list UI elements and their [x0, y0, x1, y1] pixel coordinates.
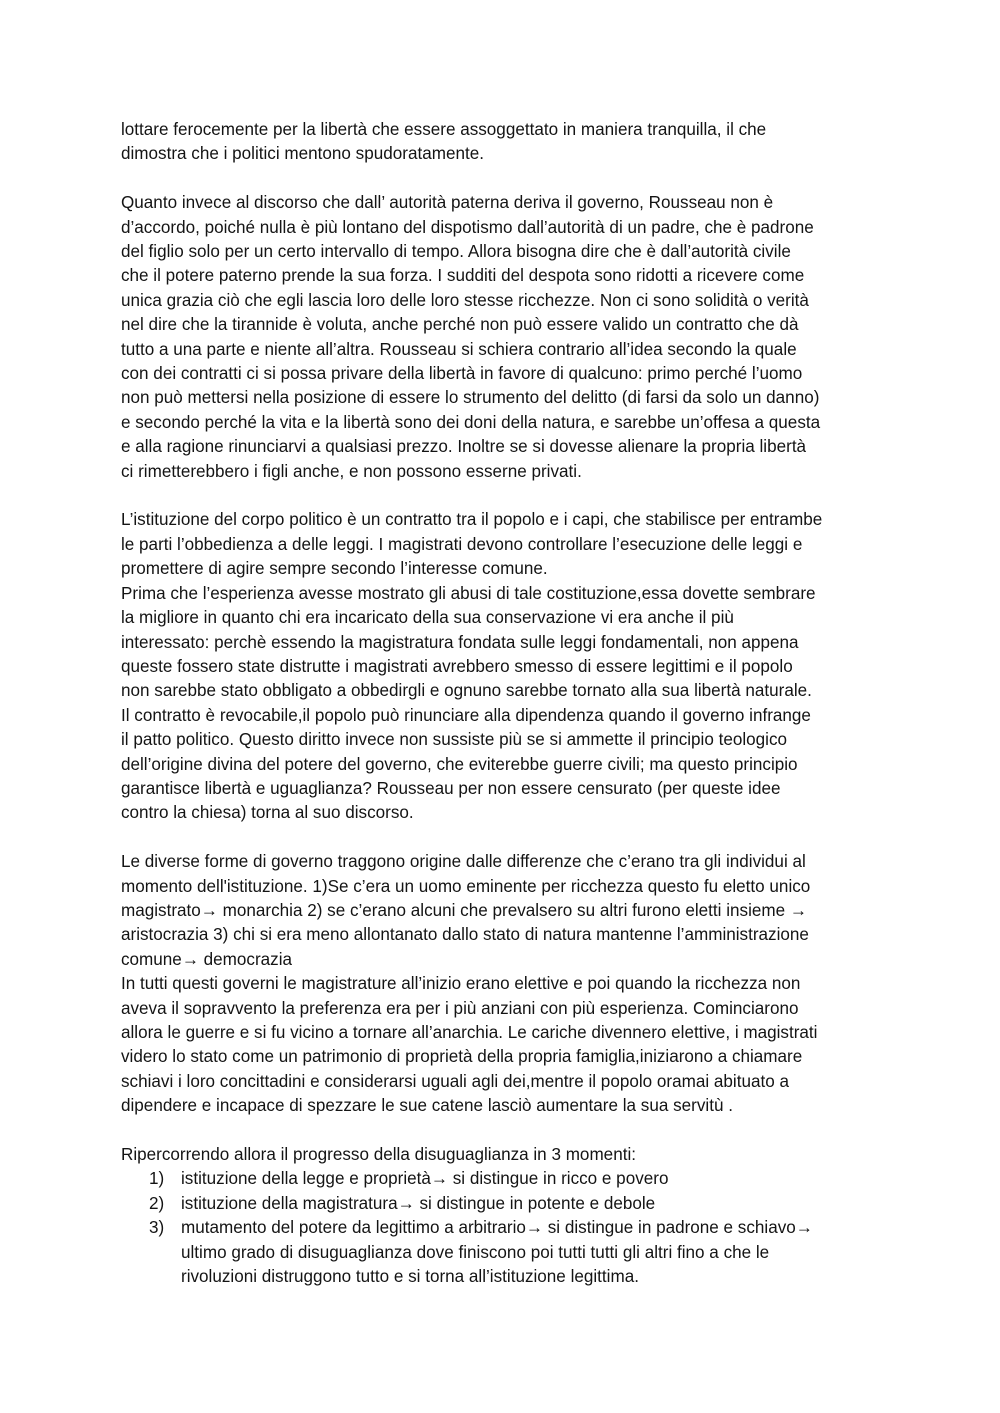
text-line: aristocrazia 3) chi si era meno allontanato dallo stato di natura mantenne l’amministrazione: [121, 925, 809, 945]
text-line: non può mettersi nella posizione di essere lo strumento del delitto (di farsi da solo un danno): [121, 388, 820, 408]
list-number: 1): [149, 1169, 165, 1189]
text-line: Quanto invece al discorso che dall’ autorità paterna deriva il governo, Rousseau non è: [121, 193, 774, 213]
paragraph-2: [121, 191, 891, 484]
text-line: Prima che l’esperienza avesse mostrato gli abusi di tale costituzione,essa dovette sembrare: [121, 583, 816, 603]
text-line: ultimo grado di disuguaglianza dove finiscono poi tutti tutti gli altri fino a che le: [181, 1242, 770, 1262]
text-line: rivoluzioni distruggono tutto e si torna all’istituzione legittima.: [181, 1267, 639, 1287]
text-line: L’istituzione del corpo politico è un contratto tra il popolo e i capi, che stabilisce per entrambe: [121, 510, 823, 530]
text-line: aveva il sopravvento la preferenza era per i più anziani con più esperienza. Cominciarono: [121, 998, 799, 1018]
text-line: ci rimetterebbero i figli anche, e non possono esserne privati.: [121, 461, 582, 481]
text-line: dimostra che i politici mentono spudoratamente.: [121, 144, 484, 164]
text-line: videro lo stato come un patrimonio di proprietà della propria famiglia,iniziarono a chiamare: [121, 1047, 803, 1067]
text-line: In tutti questi governi le magistrature all’inizio erano elettive e poi quando la ricchezza non: [121, 974, 801, 994]
paragraph-gap: [121, 484, 891, 508]
text-line: interessato: perchè essendo la magistratura fondata sulle leggi fondamentali, non appena: [121, 632, 799, 652]
text-line: che il potere paterno prende la sua forza. I sudditi del despota sono ridotti a ricevere come: [121, 266, 805, 286]
text-line: allora le guerre e si fu vicino a tornare all’anarchia. Le cariche divennero elettive, i magistrati: [121, 1022, 818, 1042]
text-line: mutamento del potere da legittimo a arbitrario→ si distingue in padrone e schiavo→: [181, 1218, 813, 1238]
text-line: e alla ragione rinunciarvi a qualsiasi prezzo. Inoltre se si dovesse alienare la propria libertà: [121, 437, 807, 457]
text-line: Le diverse forme di governo traggono origine dalle differenze che c’erano tra gli individui al: [121, 852, 806, 872]
numbered-list: [121, 1167, 891, 1289]
text-line: schiavi i loro concittadini e considerarsi uguali agli dei,mentre il popolo oramai abituato a: [121, 1071, 789, 1091]
text-line: istituzione della magistratura→ si distingue in potente e debole: [181, 1193, 656, 1213]
paragraph-1: [121, 118, 891, 167]
paragraph-gap: [121, 826, 891, 850]
paragraph-3: [121, 508, 891, 825]
text-line: le parti l’obbedienza a delle leggi. I magistrati devono controllare l’esecuzione delle leggi e: [121, 534, 803, 554]
text-line: unica grazia ciò che egli lascia loro delle loro stesse ricchezze. Non ci sono solidità o verità: [121, 290, 809, 310]
list-number: 3): [149, 1218, 165, 1238]
text-line: promettere di agire sempre secondo l’interesse comune.: [121, 559, 548, 579]
text-line: del figlio solo per un certo intervallo di tempo. Allora bisogna dire che è dall’autorità civile: [121, 242, 791, 262]
text-line: il patto politico. Questo diritto invece non sussiste più se si ammette il principio teologico: [121, 730, 788, 750]
text-line: e secondo perché la vita e la libertà sono dei doni della natura, e sarebbe un’offesa a questa: [121, 412, 821, 432]
list-item: [121, 1216, 891, 1289]
text-line: comune→ democrazia: [121, 949, 293, 969]
paragraph-5: [121, 1143, 891, 1167]
paragraph-gap: [121, 1119, 891, 1143]
list-number: 2): [149, 1193, 165, 1213]
text-line: queste fossero state distrutte i magistrati avrebbero smesso di essere legittimi e il popolo: [121, 656, 793, 676]
text-line: momento dell'istituzione. 1)Se c’era un uomo eminente per ricchezza questo fu eletto unico: [121, 876, 811, 896]
text-line: dell’origine divina del potere del governo, che eviterebbe guerre civili; ma questo principio: [121, 754, 798, 774]
list-item: [121, 1167, 891, 1191]
text-line: magistrato→ monarchia 2) se c’erano alcuni che prevalsero su altri furono eletti insieme →: [121, 900, 807, 920]
list-item: [121, 1192, 891, 1216]
text-line: contro la chiesa) torna al suo discorso.: [121, 803, 414, 823]
paragraph-4: [121, 850, 891, 1118]
text-line: con dei contratti ci si possa privare della libertà in favore di qualcuno: primo perché l’uomo: [121, 364, 803, 384]
paragraph-gap: [121, 167, 891, 191]
text-line: Il contratto è revocabile,il popolo può rinunciare alla dipendenza quando il governo infrange: [121, 705, 811, 725]
text-line: Ripercorrendo allora il progresso della disuguaglianza in 3 momenti:: [121, 1145, 636, 1164]
text-line: non sarebbe stato obbligato a obbedirgli e ognuno sarebbe tornato alla sua libertà naturale.: [121, 681, 812, 701]
text-line: tutto a una parte e niente all’altra. Rousseau si schiera contrario all’idea secondo la quale: [121, 339, 797, 359]
text-line: la migliore in quanto chi era incaricato della sua conservazione vi era anche il più: [121, 608, 734, 628]
text-line: garantisce libertà e uguaglianza? Rousseau per non essere censurato (per queste idee: [121, 778, 781, 798]
text-line: d’accordo, poiché nulla è più lontano del dispotismo dall’autorità di un padre, che è padrone: [121, 217, 814, 237]
document-page: [121, 118, 891, 1289]
text-line: dipendere e incapace di spezzare le sue catene lasciò aumentare la sua servitù .: [121, 1096, 733, 1116]
text-line: istituzione della legge e proprietà→ si distingue in ricco e povero: [181, 1169, 669, 1189]
text-line: nel dire che la tirannide è voluta, anche perché non può essere valido un contratto che dà: [121, 315, 799, 335]
text-line: lottare ferocemente per la libertà che essere assoggettato in maniera tranquilla, il che: [121, 120, 767, 139]
